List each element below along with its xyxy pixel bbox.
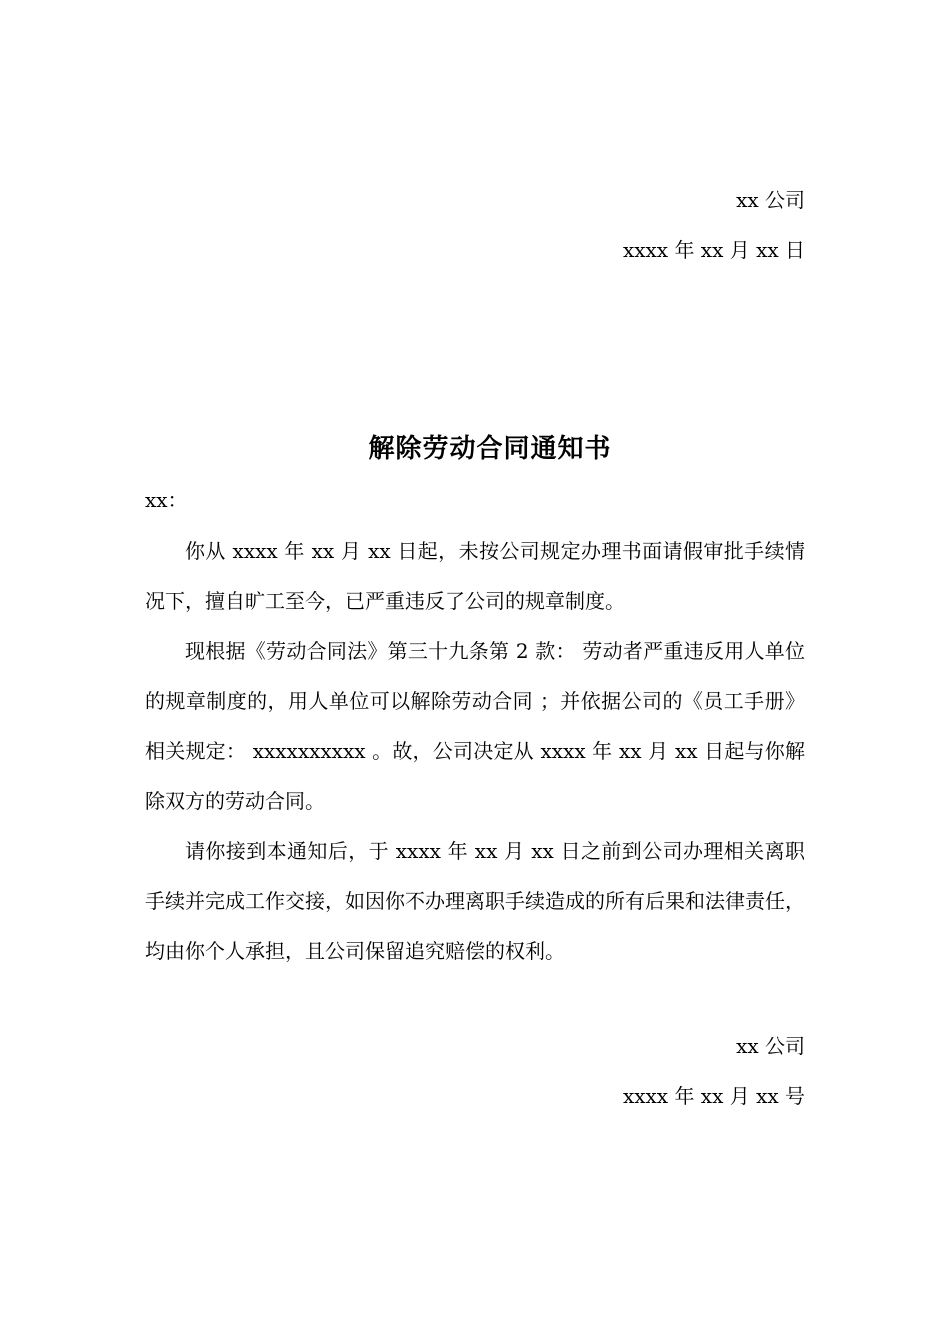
paragraph-absence: 你从 xxxx 年 xx 月 xx 日起，未按公司规定办理书面请假审批手续情况下，擅自旷工至今，已严重违反了公司的规章制度。 — [145, 539, 805, 613]
body-text — [145, 526, 805, 976]
document-title: 解除劳动合同通知书 — [368, 434, 612, 464]
paragraph-instructions: 请你接到本通知后，于 xxxx 年 xx 月 xx 日之前到公司办理相关离职手续并完成工作交接，如因你不办理离职手续造成的所有后果和法律责任，均由你个人承担，且公司保留追究赔偿的权利。 — [145, 839, 805, 963]
footer-company: xx 公司 — [736, 1034, 805, 1058]
header-company: xx 公司 — [736, 188, 805, 212]
salutation: xx： — [145, 488, 188, 512]
footer-date: xxxx 年 xx 月 xx 号 — [622, 1084, 805, 1108]
header-date: xxxx 年 xx 月 xx 日 — [622, 238, 805, 262]
paragraph-legal-basis: 现根据《劳动合同法》第三十九条第 2 款： 劳动者严重违反用人单位的规章制度的，用人单位可以解除劳动合同 ；并依据公司的《员工手册》相关规定： xxxxxxxxxx 。故，公司决定从 xxxx 年 xx 月 xx 日起与你解除双方的劳动合同。 — [145, 639, 805, 813]
